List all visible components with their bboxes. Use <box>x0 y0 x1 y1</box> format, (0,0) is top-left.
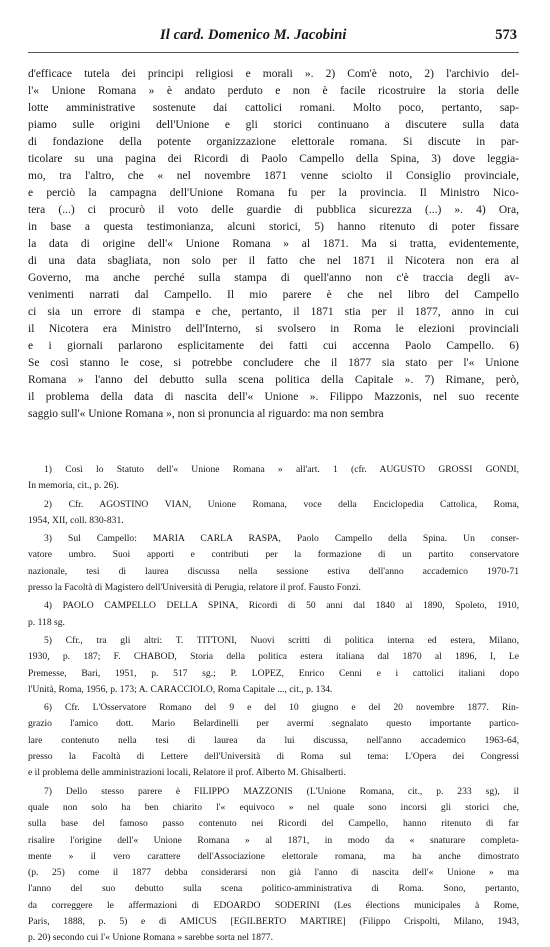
body-text <box>28 66 519 423</box>
footnote-line: e il problema delle amministrazioni locali, Relatore il prof. Alberto M. Ghisalberti. <box>28 767 346 779</box>
header-rule <box>28 52 519 53</box>
footnote-line: presso la Facoltà di Lettere dell'Università di Roma sul tema: L'Opera dei Congressi <box>28 751 519 763</box>
body-line: piamo sulle origini dell'Unione e gli storici continuano a discutere sulla data <box>28 119 519 131</box>
footnote-line: Premesse, Bari, 1951, p. 517 sg.; P. LOPEZ, Enrico Cenni e i cattolici italiani dopo <box>28 667 519 679</box>
body-line: in base a questa testimonianza, alcuni storici, 5) hanno ritenuto di poter fissare <box>28 221 519 233</box>
footnote-line: vatore umbro. Suoi apporti e contributi per la formazione di un partito conservatore <box>28 549 519 561</box>
footnote <box>28 497 519 530</box>
body-line: Romana » l'anno del debutto sulla scena politica della Capitale ». 7) Rimane, però, <box>28 374 519 386</box>
body-line: Se così stanno le cose, si potrebbe concludere che il 1877 sia stato per l'« Unione <box>28 357 519 369</box>
body-line: lotte amministrative sostenute dai cattolici romani. Molto poco, pertanto, sap- <box>28 102 519 114</box>
footnote-line: 6) Cfr. L'Osservatore Romano del 9 e del 10 giugno e del 20 novembre 1877. Rin- <box>44 702 519 714</box>
footnote-line: In memoria, cit., p. 26). <box>28 480 119 492</box>
body-line: l'« Unione Romana » è andato perduto e non è facile ricostruire la storia delle <box>28 85 519 97</box>
footnote-line: lare contenuto nella tesi di laurea da lui discussa, nell'anno accademico 1963-64, <box>28 734 519 746</box>
footnote <box>28 598 519 631</box>
page-number: 573 <box>495 27 517 43</box>
footnote-line: 2) Cfr. AGOSTINO VIAN, Unione Romana, voce della Enciclopedia Cattolica, Roma, <box>44 498 519 510</box>
body-line: ticolare su una pagina dei Ricordi di Paolo Campello della Spina, 3) dove leggia- <box>28 153 519 165</box>
footnote-line: 1954, XII, coll. 830-831. <box>28 514 124 526</box>
footnote-line: p. 20) secondo cui l'« Unione Romana » sarebbe sorta nel 1877. <box>28 932 273 944</box>
running-title: Il card. Domenico M. Jacobini <box>160 27 347 43</box>
body-line: la data di origine dell'« Unione Romana » al 1871. Ma si tratta, evidentemente, <box>28 238 519 250</box>
body-line: Governo, ma anche perché sulla stampa di quell'anno non c'è traccia degli av- <box>28 272 519 284</box>
footnote-line: nazionale, tesi di laurea discussa nella sessione estiva dell'anno accademico 1970-71 <box>28 565 519 577</box>
footnote-line: l'Unità, Roma, 1956, p. 173; A. CARACCIOLO, Roma Capitale ..., cit., p. 134. <box>28 683 333 695</box>
body-line: saggio sull'« Unione Romana », non si pronuncia al riguardo: ma non sembra <box>28 408 384 420</box>
footnote-line: mente » il vero carattere dell'Associazione elettorale romana, ma ha anche dimostrato <box>28 850 519 862</box>
footnote <box>28 633 519 698</box>
footnote-line: p. 118 sg. <box>28 616 65 628</box>
footnote-line: grazio l'amico dott. Mario Belardinelli per avermi segnalato questo importante partico- <box>28 718 519 730</box>
body-line: d'efficace tutela dei principi religiosi e morali ». 2) Com'è noto, 2) l'archivio del- <box>28 68 519 80</box>
footnote-line: 3) Sul Campello: MARIA CARLA RASPA, Paolo Campello della Spina. Un conser- <box>44 533 519 545</box>
footnote-line: l'anno del suo debutto sulla scena politico-amministrativa di Roma. Sono, pertanto, <box>28 883 519 895</box>
body-line: di fondazione della potente organizzazione elettorale romana. Si discute in par- <box>28 136 519 148</box>
body-line: il problema della data di nascita dell'« Unione ». Filippo Mazzonis, nel suo recente <box>28 391 519 403</box>
body-line: venimenti narrati dal Campello. Il mio parere è che nel libro del Campello <box>28 289 519 301</box>
footnotes <box>28 462 519 947</box>
footnote-line: 5) Cfr., tra gli altri: T. TITTONI, Nuovi scritti di politica interna ed estera, Milano, <box>44 634 519 646</box>
running-header <box>0 27 550 47</box>
footnote-line: presso la Facoltà di Magistero dell'Università di Perugia, relatore il prof. Fausto Fonzi. <box>28 582 361 594</box>
footnote-line: da correggere le affermazioni di EDOARDO SODERINI (Les élections municipales à Rome, <box>28 899 519 911</box>
body-line: mo, tra l'altro, che « nel novembre 1871 venne sciolto il Consiglio provinciale, <box>28 170 519 182</box>
body-line: di una data sbagliata, non solo per il fatto che nel 1871 il Nicotera non era al <box>28 255 519 267</box>
body-line: il Nicotera era Ministro dell'Interno, si svolsero in Roma le elezioni provinciali <box>28 323 519 335</box>
body-line: e perciò la campagna dell'Unione Romana fu per la provincia. Il Ministro Nico- <box>28 187 519 199</box>
footnote <box>28 700 519 781</box>
footnote-line: Paris, 1888, p. 5) e di AMICUS [EGILBERTO MARTIRE] (Filippo Crispolti, Milano, 1943, <box>28 916 519 928</box>
footnote <box>28 531 519 596</box>
footnote <box>28 462 519 495</box>
footnote-line: 1) Così lo Statuto dell'« Unione Romana » all'art. 1 (cfr. AUGUSTO GROSSI GONDI, <box>44 464 519 475</box>
body-line: e i giornali parlarono esplicitamente dei fatti cui accenna Paolo Campello. 6) <box>28 340 519 352</box>
footnote-line: sulla base del famoso passo contenuto nei Ricordi del Campello, hanno ritenuto di far <box>28 818 519 830</box>
body-line: tera (...) ci procurò il voto delle guardie di pubblica sicurezza (...) ». 4) Ora, <box>28 204 519 216</box>
footnote-line: quale non solo ha ben chiarito l'« equivoco » nel quale sono incorsi gli storici che, <box>28 801 519 813</box>
footnote-line: (p. 25) come il 1877 debba considerarsi non già l'anno di nascita dell'« Unione » ma <box>28 867 519 879</box>
footnote-line: risalire l'origine dell'« Unione Romana » al 1871, in modo da « snaturare completa- <box>28 834 519 846</box>
footnote-line: 1930, p. 187; F. CHABOD, Storia della politica estera italiana dal 1870 al 1896, I, Le <box>28 651 519 663</box>
footnote-line: 7) Dello stesso parere è FILIPPO MAZZONIS (L'Unione Romana, cit., p. 233 sg), il <box>44 785 519 797</box>
body-line: ci sia un errore di stampa e che, pertanto, il 1871 stia per il 1877, anno in cui <box>28 306 519 318</box>
footnote-line: 4) PAOLO CAMPELLO DELLA SPINA, Ricordi di 50 anni dal 1840 al 1890, Spoleto, 1910, <box>44 600 519 612</box>
footnote <box>28 784 519 947</box>
